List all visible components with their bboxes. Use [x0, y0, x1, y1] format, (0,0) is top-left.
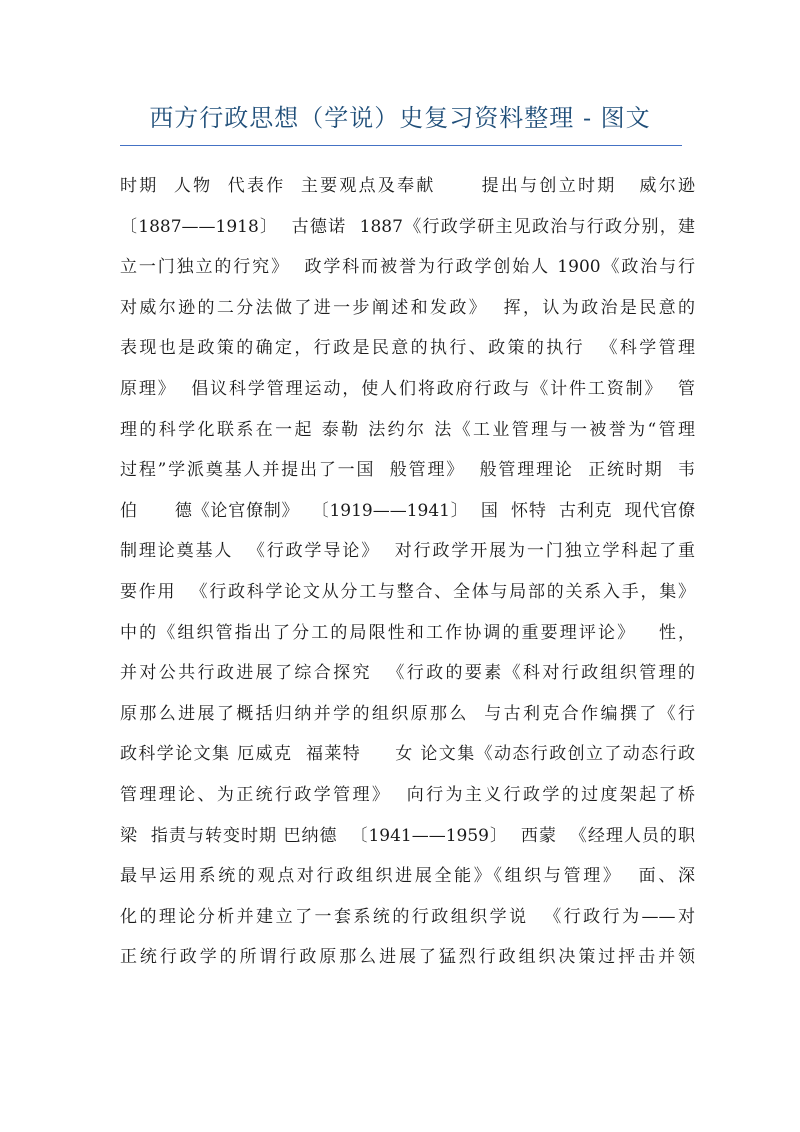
body-line: 梁 指责与转变时期 巴纳德 〔1941——1959〕 西蒙 《经理人员的职	[120, 825, 695, 846]
body-line: 原那么进展了概括归纳并学的组织原那么 与古利克合作编撰了《行	[120, 703, 695, 724]
body-line: 化的理论分析并建立了一套系统的行政组织学说 《行政行为——对	[120, 906, 695, 927]
document-body	[120, 166, 695, 978]
body-line: 要作用 《行政科学论文从分工与整合、全体与局部的关系入手，集》	[120, 581, 695, 602]
body-line: 原理》 倡议科学管理运动，使人们将政府行政与《计件工资制》 管	[120, 378, 695, 399]
body-line: 对威尔逊的二分法做了进一步阐述和发政》 挥，认为政治是民意的	[120, 297, 695, 318]
body-line: 立一门独立的行究》 政学科而被誉为行政学创始人 1900《政治与行	[120, 257, 695, 278]
title-underline	[120, 145, 682, 146]
body-line: 正统行政学的所谓行政原那么进展了猛烈行政组织决策过抨击并领	[120, 947, 695, 968]
body-line: 表现也是政策的确定，行政是民意的执行、政策的执行 《科学管理	[120, 338, 695, 359]
body-line: 制理论奠基人 《行政学导论》 对行政学开展为一门独立学科起了重	[120, 541, 695, 562]
body-line: 管理理论、为正统行政学管理》 向行为主义行政学的过度架起了桥	[120, 784, 695, 805]
body-line: 过程”学派奠基人并提出了一国 般管理》 般管理理论 正统时期 韦	[120, 460, 695, 481]
body-line: 并对公共行政进展了综合探究 《行政的要素《科对行政组织管理的	[120, 663, 695, 684]
body-line: 理的科学化联系在一起 泰勒 法约尔 法《工业管理与一被誉为“管理	[120, 419, 695, 440]
body-line: 时期 人物 代表作 主要观点及奉献 提出与创立时期 威尔逊	[120, 176, 695, 196]
body-line: 伯 德《论官僚制》 〔1919——1941〕 国 怀特 古利克 现代官僚	[120, 500, 695, 521]
body-line: 政科学论文集 厄威克 福莱特 女 论文集《动态行政创立了动态行政	[120, 744, 695, 765]
document-title: 西方行政思想（学说）史复习资料整理 - 图文	[149, 104, 651, 132]
body-line: 中的《组织管指出了分工的局限性和工作协调的重要理评论》 性，	[120, 622, 695, 643]
body-line: 最早运用系统的观点对行政组织进展全能》《组织与管理》 面、深	[120, 866, 695, 887]
body-line: 〔1887——1918〕 古德诺 1887《行政学研主见政治与行政分别，建	[120, 216, 695, 237]
